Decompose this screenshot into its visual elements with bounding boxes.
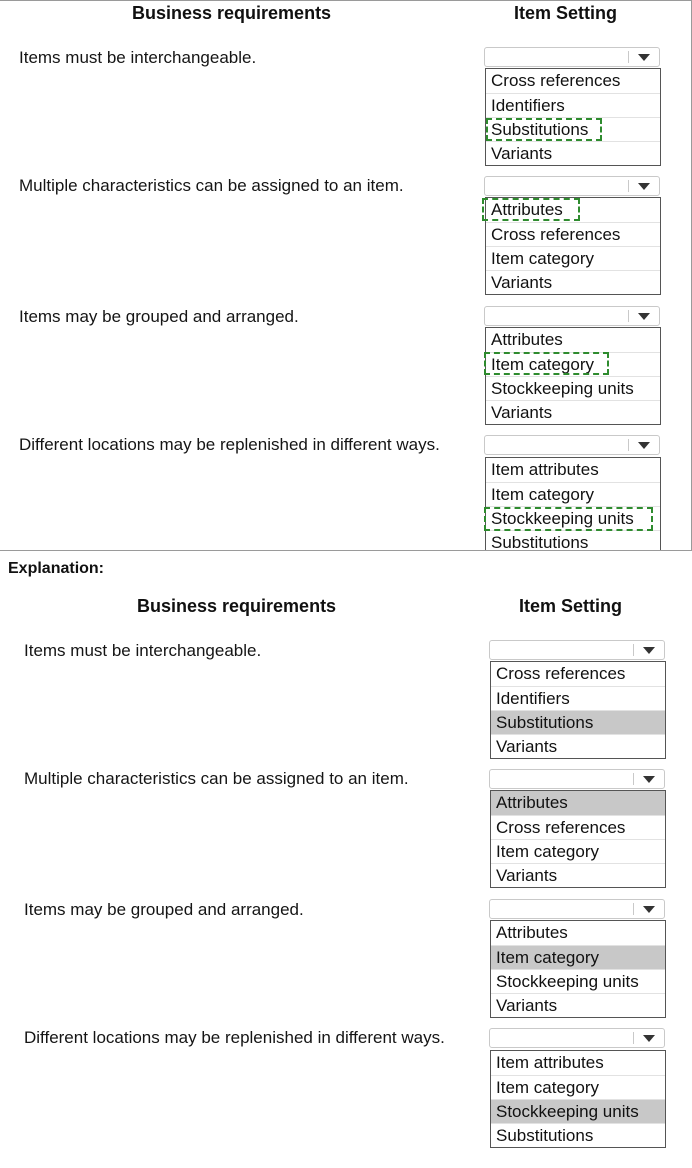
dropdown-option[interactable]: Cross references xyxy=(486,222,660,246)
dropdown-divider xyxy=(628,310,629,322)
requirement-text: Multiple characteristics can be assigned to an item. xyxy=(24,769,409,788)
dropdown-option-selected[interactable]: Item category xyxy=(486,352,660,376)
dropdown-option-selected[interactable]: Attributes xyxy=(491,791,665,815)
dropdown-select[interactable] xyxy=(489,769,665,789)
dropdown-option[interactable]: Item category xyxy=(486,482,660,506)
dropdown-options xyxy=(485,197,661,295)
dropdown-select[interactable] xyxy=(489,899,665,919)
requirement-text: Items may be grouped and arranged. xyxy=(24,900,304,919)
requirement-text: Different locations may be replenished in different ways. xyxy=(24,1028,445,1047)
answer-panel xyxy=(0,584,692,1168)
header-item-setting: Item Setting xyxy=(514,3,618,23)
dropdown-option[interactable]: Variants xyxy=(486,270,660,294)
dropdown-select[interactable] xyxy=(484,47,660,67)
dropdown-divider xyxy=(633,903,634,915)
dropdown-option-selected[interactable]: Substitutions xyxy=(486,117,660,141)
dropdown-option[interactable]: Identifiers xyxy=(491,686,665,710)
dropdown-divider xyxy=(628,439,629,451)
dropdown-option[interactable]: Item category xyxy=(491,839,665,863)
dropdown-option[interactable]: Stockkeeping units xyxy=(491,969,665,993)
chevron-down-icon[interactable] xyxy=(643,647,655,654)
chevron-down-icon[interactable] xyxy=(638,183,650,190)
dropdown-option[interactable]: Cross references xyxy=(496,664,626,683)
dropdown-options xyxy=(490,920,666,1018)
dropdown-select[interactable] xyxy=(484,176,660,196)
dropdown-option-selected[interactable]: Stockkeeping units xyxy=(491,1099,665,1123)
header-business-requirements: Business requirements xyxy=(132,3,332,23)
requirement-text: Items must be interchangeable. xyxy=(24,641,262,660)
dropdown-options xyxy=(485,457,661,551)
dropdown-option[interactable]: Identifiers xyxy=(486,93,660,117)
dropdown-option[interactable]: Variants xyxy=(491,734,665,758)
dropdown-option[interactable]: Variants xyxy=(486,400,660,424)
dropdown-option[interactable]: Item attributes xyxy=(491,460,599,479)
dropdown-option[interactable]: Substitutions xyxy=(491,1123,665,1147)
dropdown-select[interactable] xyxy=(489,640,665,660)
dropdown-divider xyxy=(633,773,634,785)
dropdown-select[interactable] xyxy=(484,306,660,326)
chevron-down-icon[interactable] xyxy=(638,442,650,449)
dropdown-options xyxy=(485,327,661,425)
dropdown-option-selected[interactable]: Attributes xyxy=(491,200,563,219)
dropdown-options xyxy=(490,661,666,759)
dropdown-option[interactable]: Variants xyxy=(491,993,665,1017)
dropdown-option[interactable]: Cross references xyxy=(491,815,665,839)
requirement-text: Different locations may be replenished in different ways. xyxy=(19,435,440,454)
dropdown-option[interactable]: Variants xyxy=(486,141,660,165)
dropdown-select[interactable] xyxy=(484,435,660,455)
requirement-text: Multiple characteristics can be assigned to an item. xyxy=(19,176,404,195)
dropdown-option[interactable]: Substitutions xyxy=(486,530,660,551)
dropdown-divider xyxy=(628,51,629,63)
chevron-down-icon[interactable] xyxy=(643,776,655,783)
dropdown-divider xyxy=(633,1032,634,1044)
dropdown-divider xyxy=(633,644,634,656)
requirement-text: Items must be interchangeable. xyxy=(19,48,257,67)
dropdown-options xyxy=(490,790,666,888)
dropdown-option[interactable]: Variants xyxy=(491,863,665,887)
dropdown-select[interactable] xyxy=(489,1028,665,1048)
dropdown-options xyxy=(490,1050,666,1148)
requirement-text: Items may be grouped and arranged. xyxy=(19,307,299,326)
dropdown-divider xyxy=(628,180,629,192)
header-business-requirements: Business requirements xyxy=(137,596,337,616)
header-item-setting: Item Setting xyxy=(519,596,623,616)
question-panel xyxy=(0,0,692,551)
dropdown-option[interactable]: Item category xyxy=(486,246,660,270)
chevron-down-icon[interactable] xyxy=(643,906,655,913)
dropdown-option-selected[interactable]: Item category xyxy=(491,945,665,969)
dropdown-options xyxy=(485,68,661,166)
dropdown-option[interactable]: Attributes xyxy=(496,923,568,942)
dropdown-option[interactable]: Attributes xyxy=(491,330,563,349)
chevron-down-icon[interactable] xyxy=(638,54,650,61)
dropdown-option-selected[interactable]: Substitutions xyxy=(491,710,665,734)
chevron-down-icon[interactable] xyxy=(643,1035,655,1042)
dropdown-option-selected[interactable]: Stockkeeping units xyxy=(486,506,660,530)
explanation-label: Explanation: xyxy=(8,560,105,577)
dropdown-option[interactable]: Item attributes xyxy=(496,1053,604,1072)
dropdown-option[interactable]: Item category xyxy=(491,1075,665,1099)
chevron-down-icon[interactable] xyxy=(638,313,650,320)
dropdown-option[interactable]: Cross references xyxy=(491,71,621,90)
dropdown-option[interactable]: Stockkeeping units xyxy=(486,376,660,400)
